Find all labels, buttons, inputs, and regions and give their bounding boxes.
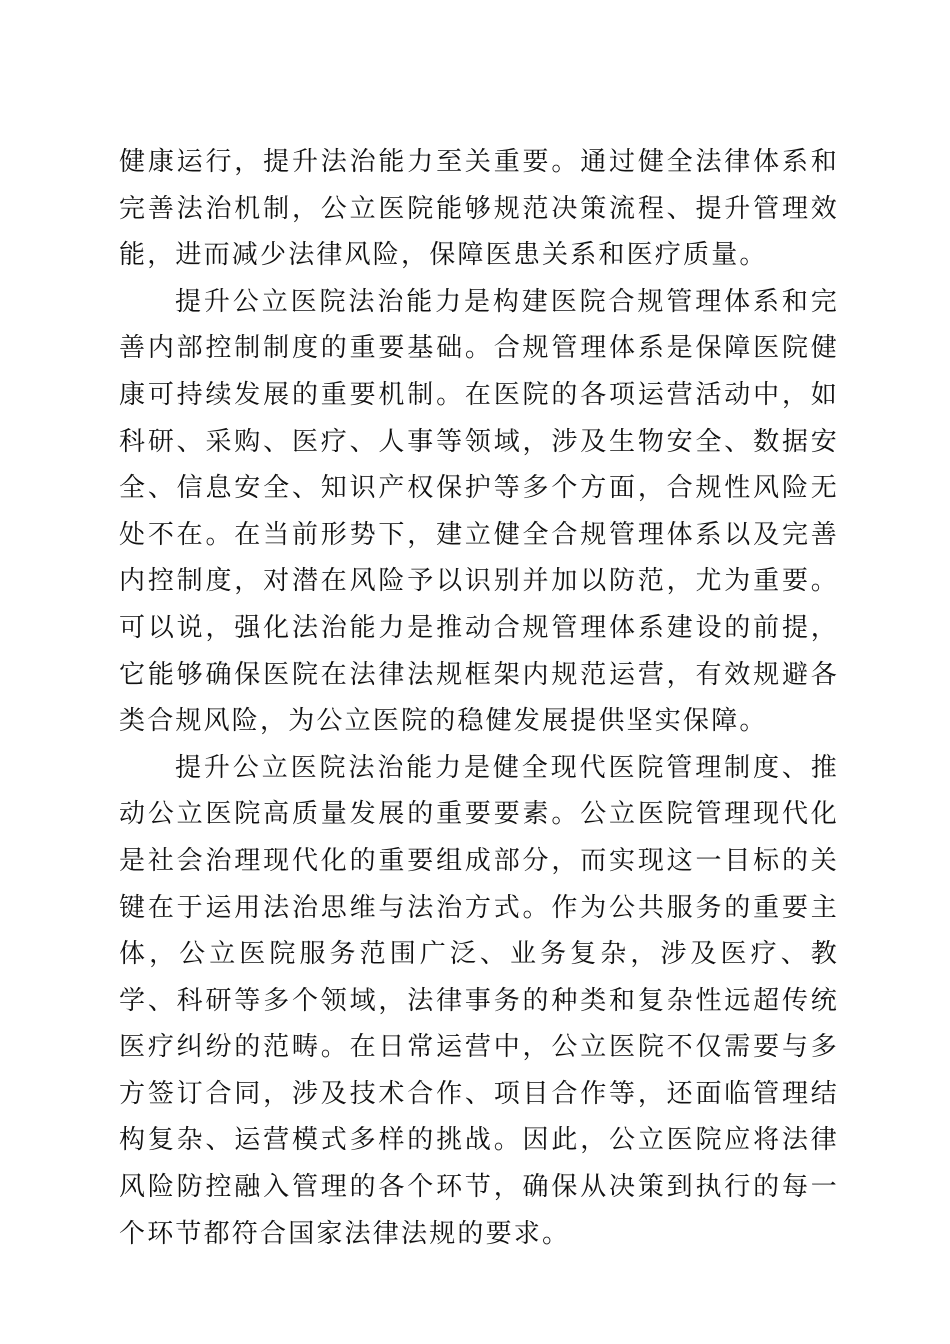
- paragraph-compliance-foundation: 提升公立医院法治能力是构建医院合规管理体系和完善内部控制制度的重要基础。合规管理体系是保障医院健康可持续发展的重要机制。在医院的各项运营活动中，如科研、采购、医疗、人事等领域，涉及生物安全、数据安全、信息安全、知识产权保护等多个方面，合规性风险无处不在。在当前形势下，建立健全合规管理体系以及完善内控制度，对潜在风险予以识别并加以防范，尤为重要。可以说，强化法治能力是推动合规管理体系建设的前提，它能够确保医院在法律法规框架内规范运营，有效规避各类合规风险，为公立医院的稳健发展提供坚实保障。: [119, 286, 839, 737]
- document-body: [119, 139, 839, 1257]
- paragraph-continuation: 健康运行，提升法治能力至关重要。通过健全法律体系和完善法治机制，公立医院能够规范决策流程、提升管理效能，进而减少法律风险，保障医患关系和医疗质量。: [119, 147, 839, 271]
- paragraph-modern-management: 提升公立医院法治能力是健全现代医院管理制度、推动公立医院高质量发展的重要要素。公立医院管理现代化是社会治理现代化的重要组成部分，而实现这一目标的关键在于运用法治思维与法治方式。作为公共服务的重要主体，公立医院服务范围广泛、业务复杂，涉及医疗、教学、科研等多个领域，法律事务的种类和复杂性远超传统医疗纠纷的范畴。在日常运营中，公立医院不仅需要与多方签订合同，涉及技术合作、项目合作等，还面临管理结构复杂、运营模式多样的挑战。因此，公立医院应将法律风险防控融入管理的各个环节，确保从决策到执行的每一个环节都符合国家法律法规的要求。: [119, 752, 839, 1249]
